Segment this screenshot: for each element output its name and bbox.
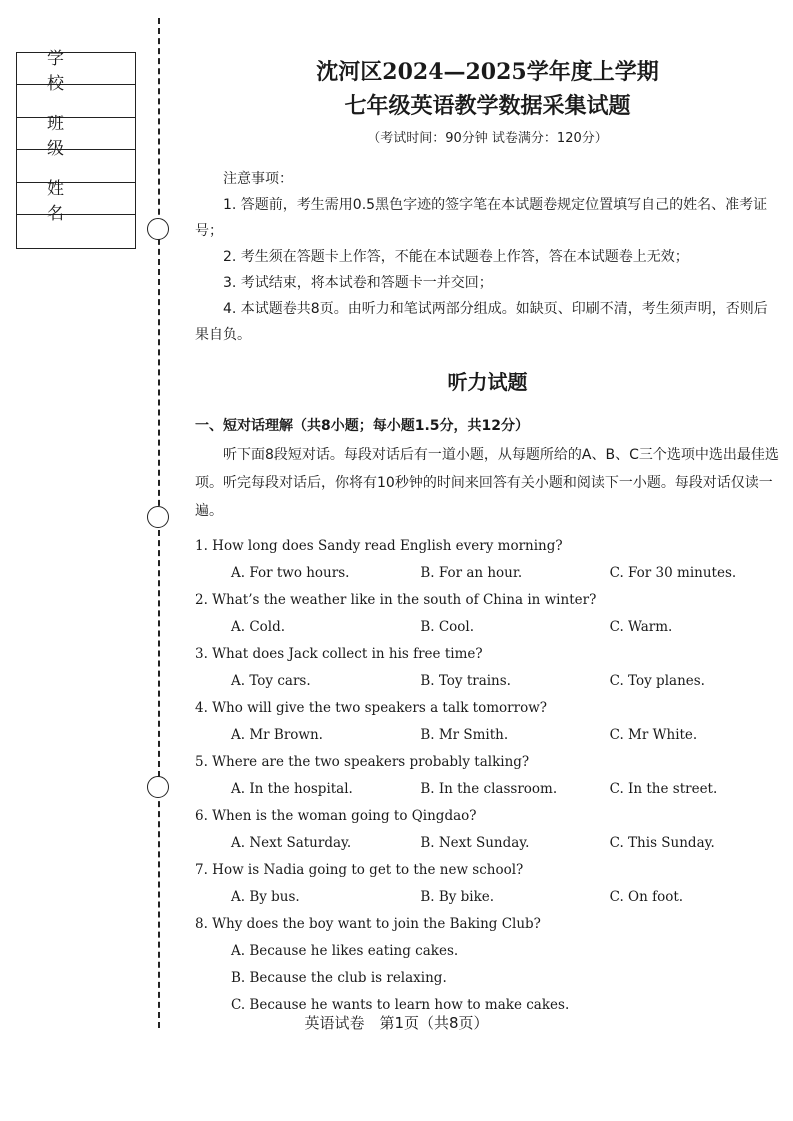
part1-title: 一、短对话理解（共8小题；每小题1.5分，共12分） [195, 418, 530, 434]
option-c: C. On foot. [609, 889, 684, 905]
binding-hole-icon [147, 776, 169, 798]
question-item [195, 641, 780, 695]
question-stem: 1. How long does Sandy read English every morning? [195, 538, 563, 554]
listening-section-title: 听力试题 [447, 370, 528, 394]
option-a: A. In the hospital. [231, 781, 353, 797]
option-b: B. By bike. [420, 889, 495, 905]
notes-item-4: 4. 本试题卷共8页。由听力和笔试两部分组成。如缺页、印刷不清，考生须声明，否则后果自负。 [195, 301, 768, 343]
question-stem: 3. What does Jack collect in his free time? [195, 646, 483, 662]
option-b: B. In the classroom. [420, 781, 558, 797]
notes-item-2: 2. 考生须在答题卡上作答，不能在本试题卷上作答，答在本试题卷上无效； [223, 249, 689, 265]
exam-subtitle: （考试时间：90分钟 试卷满分：120分） [367, 131, 608, 146]
question-stem: 4. Who will give the two speakers a talk tomorrow? [195, 700, 547, 716]
question-item [195, 857, 780, 911]
notes-item-3: 3. 考试结束，将本试卷和答题卡一并交回； [223, 275, 493, 291]
notes-item-1: 1. 答题前，考生需用0.5黑色字迹的签字笔在本试题卷规定位置填写自己的姓名、准考证号； [195, 197, 768, 239]
option-a: A. Mr Brown. [231, 727, 323, 743]
option-a: A. Because he likes eating cakes. [231, 943, 459, 959]
question-item [195, 695, 780, 749]
option-c: C. Toy planes. [609, 673, 705, 689]
option-c: C. This Sunday. [609, 835, 715, 851]
question-stem: 6. When is the woman going to Qingdao? [195, 808, 477, 824]
question-list [195, 533, 780, 1019]
option-c: C. Because he wants to learn how to make cakes. [231, 997, 570, 1013]
exam-content [195, 55, 780, 1019]
part1-instructions: 听下面8段短对话。每段对话后有一道小题，从每题所给的A、B、C三个选项中选出最佳选项。听完每段对话后，你将有10秒钟的时间来回答有关小题和阅读下一小题。每段对话仅读一遍。 [195, 447, 779, 519]
binding-hole-icon [147, 506, 169, 528]
option-b: B. For an hour. [420, 565, 523, 581]
page-footer: 英语试卷 第1页（共8页） [304, 1014, 489, 1032]
student-info-table [16, 48, 136, 249]
binding-hole-icon [147, 218, 169, 240]
question-item [195, 587, 780, 641]
option-b: B. Because the club is relaxing. [231, 970, 447, 986]
name-label: 姓 名 [17, 183, 135, 215]
option-c: C. For 30 minutes. [609, 565, 737, 581]
notes-section [195, 166, 780, 348]
question-item [195, 533, 780, 587]
question-stem: 7. How is Nadia going to get to the new school? [195, 862, 524, 878]
school-label: 学 校 [17, 53, 135, 85]
option-c: C. Mr White. [609, 727, 698, 743]
exam-title-line2: 七年级英语教学数据采集试题 [344, 93, 631, 119]
question-stem: 2. What’s the weather like in the south of China in winter? [195, 592, 597, 608]
option-c: C. Warm. [609, 619, 673, 635]
option-a: A. Toy cars. [231, 673, 311, 689]
question-item [195, 749, 780, 803]
option-a: A. Next Saturday. [231, 835, 352, 851]
option-b: B. Toy trains. [420, 673, 511, 689]
question-item [195, 803, 780, 857]
option-a: A. Cold. [231, 619, 286, 635]
option-a: A. For two hours. [231, 565, 350, 581]
option-a: A. By bus. [231, 889, 300, 905]
question-stem: 8. Why does the boy want to join the Baking Club? [195, 916, 541, 932]
question-stem: 5. Where are the two speakers probably talking? [195, 754, 530, 770]
notes-heading: 注意事项： [223, 171, 293, 187]
option-b: B. Next Sunday. [420, 835, 530, 851]
option-b: B. Mr Smith. [420, 727, 509, 743]
option-b: B. Cool. [420, 619, 475, 635]
question-item [195, 911, 780, 1019]
class-label: 班 级 [17, 118, 135, 150]
option-c: C. In the street. [609, 781, 718, 797]
exam-title-line1: 沈河区2024—2025学年度上学期 [316, 59, 659, 85]
